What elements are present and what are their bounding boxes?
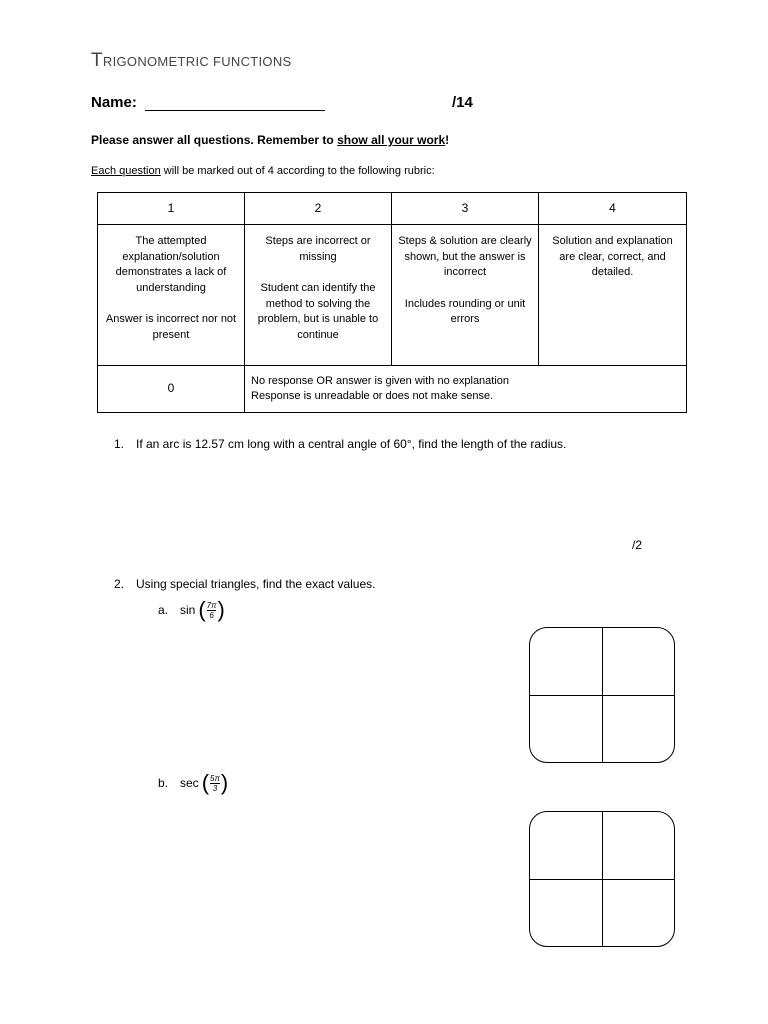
rubric-zero-score: 0	[98, 366, 245, 413]
rubric-cell-2: Steps are incorrect or missing Student can identify the method to solving the problem, but is unable to continue	[245, 225, 392, 366]
question-2: 2. Using special triangles, find the exact values.	[114, 577, 376, 591]
rubric-cell-3: Steps & solution are clearly shown, but the answer is incorrect Includes rounding or unit errors	[392, 225, 539, 366]
question-1: 1. If an arc is 12.57 cm long with a central angle of 60°, find the length of the radius.	[114, 437, 567, 451]
rubric-header-2: 2	[245, 193, 392, 225]
rubric-zero-description: No response OR answer is given with no explanation Response is unreadable or does not make sense.	[245, 366, 687, 413]
name-blank-line	[145, 110, 325, 111]
rubric-cell-1: The attempted explanation/solution demonstrates a lack of understanding Answer is incorrect nor not present	[98, 225, 245, 366]
instructions: Please answer all questions. Remember to show all your work!	[91, 133, 450, 147]
rubric-header-3: 3	[392, 193, 539, 225]
rubric-cell-4: Solution and explanation are clear, correct, and detailed.	[539, 225, 687, 366]
answer-grid-b	[529, 811, 675, 947]
worksheet-title: TRIGONOMETRIC FUNCTIONS	[91, 50, 292, 71]
answer-grid-a	[529, 627, 675, 763]
rubric-header-1: 1	[98, 193, 245, 225]
rubric-header-row	[98, 193, 687, 225]
rubric-table	[97, 192, 687, 413]
rubric-intro: Each question will be marked out of 4 according to the following rubric:	[91, 165, 435, 177]
rubric-zero-row	[98, 366, 687, 413]
name-label: Name:	[91, 94, 137, 111]
total-score: /14	[452, 94, 473, 111]
question-2a: a. sin ( $\frac{7\pi}{6}$ )	[158, 597, 225, 622]
question-1-score: /2	[632, 538, 643, 552]
rubric-header-4: 4	[539, 193, 687, 225]
instructions-emphasis: show all your work	[337, 133, 446, 147]
question-2b: b. sec ( $\frac{5\pi}{3}$ )	[158, 770, 229, 795]
rubric-description-row	[98, 225, 687, 366]
